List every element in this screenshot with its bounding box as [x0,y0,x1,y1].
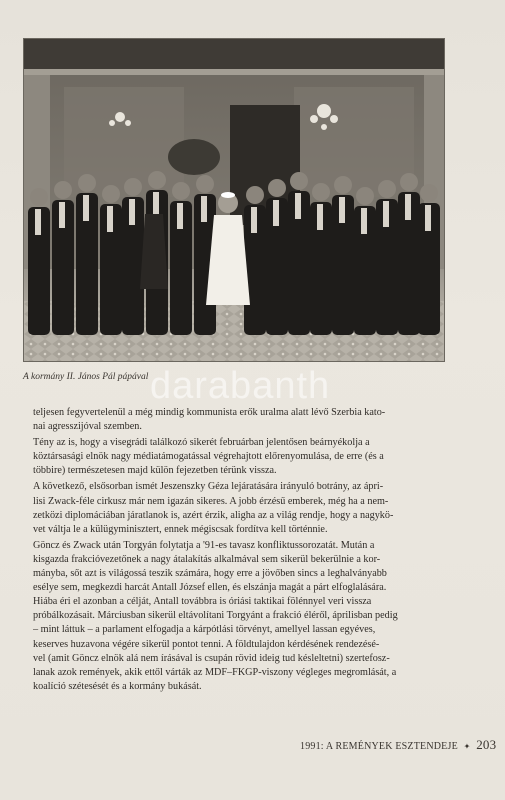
group-photo [23,38,445,362]
separator-ornament: ✦ [463,742,471,751]
photo-image [24,39,444,361]
text-line: próbálkozásait. Márciusban sikerül eltávolítani Torgyánt a frakció éléről, áprilisban pedig [33,610,398,622]
text-line: zetközi diplomáciában járatlanok is, azért érzik, aligha az a világ rendje, hogy a nagykö- [33,509,394,521]
text-line: Hiába éri el azonban a célját, Antall továbbra is óriási taktikai fölénnyel veri vissza [33,596,372,608]
shirt-front [405,194,411,220]
text-line: Göncz és Zwack után Torgyán folytatja a '91-es tavasz konfliktussorozatát. Mután a [33,539,375,551]
person-head [356,187,374,205]
person-head [148,171,166,189]
body-text [33,406,451,696]
shirt-front [251,207,257,233]
person-head [196,175,214,193]
person-head [54,181,72,199]
shirt-front [177,203,183,229]
shirt-front [35,209,41,235]
shirt-front [273,200,279,226]
text-line: mányba, sőt azt is világossá teszik számára, hogy erre a jövőben sincs a leghalványabb [33,568,387,580]
shirt-front [107,206,113,232]
person-head [268,179,286,197]
person-head [246,186,264,204]
text-line: többire) természetesen majd külön fejezetben térünk vissza. [33,465,277,477]
person-head [312,183,330,201]
person-head [30,188,48,206]
shirt-front [339,197,345,223]
shirt-front [129,199,135,225]
zucchetto [221,192,235,198]
shirt-front [295,193,301,219]
person-head [78,174,96,192]
text-line: köztársasági elnök nagy médiatámogatással végrehajtott előrenyomulása, de erre (és a [33,451,384,463]
text-line: koalíció szétesését és a kormány bukását. [33,680,202,692]
running-head: 1991: A REMÉNYEK ESZTENDEJE [300,741,458,752]
person-head [400,173,418,191]
text-line: vel (amit Göncz elnök alá nem írásával is csupán rövid ideig tud késleltetni) szertefosz- [33,652,390,664]
shirt-front [361,208,367,234]
text-line: nai agresszijóval szemben. [33,421,142,433]
shirt-front [383,201,389,227]
shirt-front [201,196,207,222]
person-head [124,178,142,196]
person-head [102,185,120,203]
shirt-front [425,205,431,231]
person-head [290,172,308,190]
person-head [420,184,438,202]
shirt-front [317,204,323,230]
text-line: Tény az is, hogy a visegrádi találkozó sikerét februárban jelentősen beárnyékolja a [33,437,370,449]
text-line: lisi Zwack-féle cirkusz már nem igazán sikeres. A jobb érzésű emberek, még ha a nem- [33,495,389,507]
watermark: darabanth [150,365,331,407]
paragraph [33,480,451,536]
person-head [378,180,396,198]
text-line: teljesen fegyvertelenül a még mindig kommunista erők uralma alatt lévő Szerbia kato- [33,407,386,418]
paragraph [33,539,451,694]
shirt-front [83,195,89,221]
shirt-front [59,202,65,228]
text-line: vet váltja le a külügyminisztert, ennek mégiscsak fordítva kell történnie. [33,523,328,535]
page-number: 203 [476,737,497,752]
text-line: – mint láttuk – a parlament elfogadja a kárpótlási törvényt, amellyel lassan egyéves, [33,624,376,636]
person-head [334,176,352,194]
text-line: keserves huzavona végére sikerül pontot tenni. A földtulajdon kérdésének rendezésé- [33,638,380,650]
text-line: esélye sem, megkezdi harcát Antall József ellen, és elszánja magát a párt elfoglalására. [33,582,387,594]
page-footer [300,737,497,753]
text-line: A következő, elsősorban ismét Jeszenszky Géza lejáratására irányuló botrány, az ápri- [33,481,384,493]
photo-caption: A kormány II. János Pál pápával [23,372,149,382]
text-line: kisgazda frakcióvezetőnek a nagy átalakítás alkalmával sem sikerül bekerülnie a kor- [33,553,381,565]
text-line: lanak azok remények, akik ettől várták az MDF–FKGP-viszony végleges megromlását, a [33,666,397,678]
paragraph [33,436,451,478]
paragraph [33,406,451,434]
person-head [172,182,190,200]
